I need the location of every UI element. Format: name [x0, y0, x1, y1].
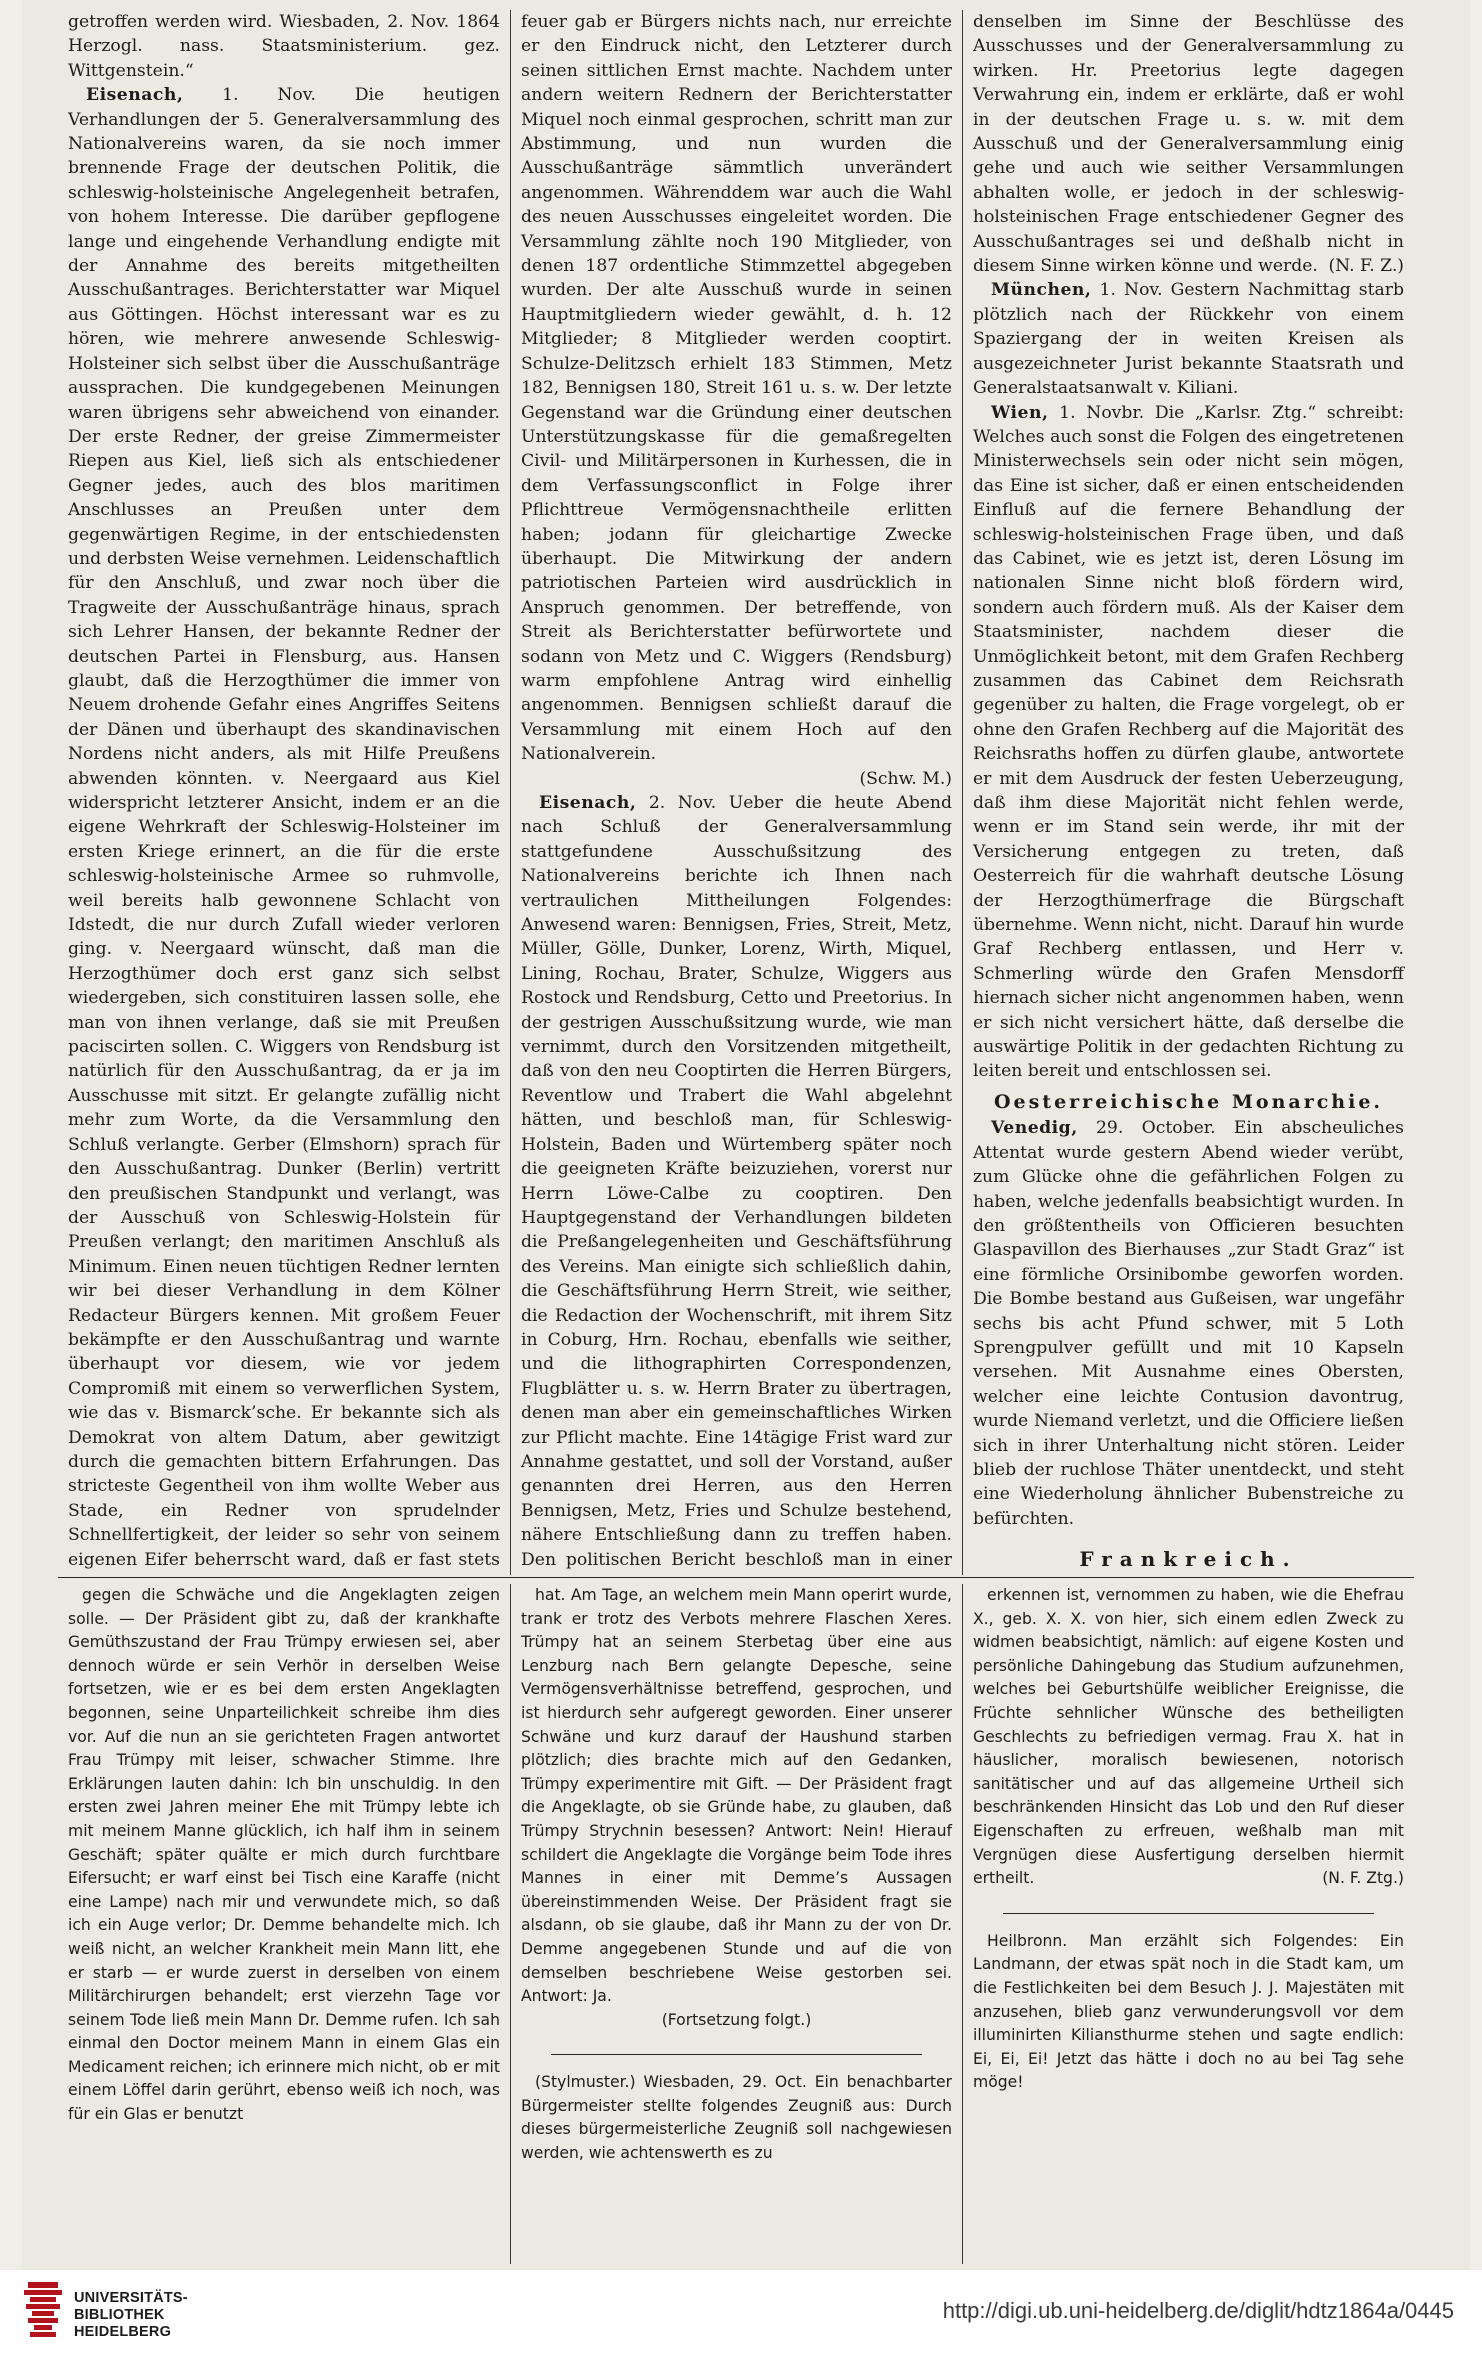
- article-paragraph: [973, 10, 1404, 278]
- article-paragraph: [521, 2071, 952, 2165]
- permalink-url[interactable]: http://digi.ub.uni-heidelberg.de/diglit/hdtz1864a/0445: [942, 2298, 1454, 2323]
- feuilleton-column-1: [58, 1584, 510, 2264]
- paragraph-text: Heilbronn. Man erzählt sich Folgendes: Ein Landmann, der etwas spät noch in die Stadt kam, um die Festlichkeiten bei dem Besuch J. J. Majestäten mit anzusehen, blieb ganz verwunderungsvoll vor dem illuminirten Kiliansthurme stehen und sagte endlich: Ei, Ei, Ei! Jetzt das hätte i doch no au bei Tag sehe möge!: [973, 1931, 1404, 2092]
- paragraph-text: 2. Nov. Ueber die heute Abend nach Schluß der Generalversammlung stattgefundene Ausschußsitzung des Nationalvereins berichte ich Ihnen nach vertraulichen Mittheilungen Folgendes: Anwesend waren: Bennigsen, Fries, Streit, Metz, Müller, Gölle, Dunker, Lorenz, Wirth, Miquel, Lining, Rochau, Brater, Schulze, Wiggers aus Rostock und Rendsburg, Cetto und Preetorius. In der gestrigen Ausschußsitzung wurde, wie man vernimmt, durch den Vorsitzenden mitgetheilt, daß von den neu Cooptirten die Herren Bürgers, Reventlow und Trabert die Wahl abgelehnt hätten, und beschloß man, für Schleswig-Holstein, Baden und Würtemberg später noch die geeigneten Kräfte beizuziehen, vorerst nur Herrn Löwe-Calbe zu cooptiren. Den Hauptgegenstand der Verhandlungen bildeten die Preßangelegenheiten und Geschäftsführung des Vereins. Man einigte sich schließlich dahin, die Geschäftsführung Herrn Streit, wie seither, die Redaction der Wochenschrift, mit ihrem Sitz in Coburg, Hrn. Rochau, ebenfalls wie seither, und die lithographirten Correspondenzen, Flugblätter u. s. w. Herrn Brater zu übertragen, denen man aber ein gemeinschaftliches Wirken zur Pflicht machte. Eine 14tägige Frist ward zur Annahme gestattet, und soll der Vorstand, außer genannten drei Herren, aus den Herren Bennigsen, Metz, Fries und Schulze bestehend, nähere Entschließung dann zu treffen haben. Den politischen Bericht beschloß man in einer: [521, 793, 953, 1570]
- viewer-footer: [0, 2270, 1482, 2353]
- column-1: [58, 10, 510, 1575]
- paragraph-text: erkennen ist, vernommen zu haben, wie die Ehefrau X., geb. X. X. von hier, sich einem edlen Zweck zu widmen beabsichtigt, nämlich: auf eigene Kosten und persönliche Dahingebung das Studium aufzunehmen, welches bei Geburtshülfe weiblicher Ereignisse, die Früchte sehnlicher Wünsche des betheiligten Geschlechts zu befriedigen vermag. Frau X. hat in häuslicher, moralisch bewiesenen, notorisch sanitätischer und auf das allgemeine Urtheil sich beschränkenden Hinsicht das Lob und den Ruf dieser Eigenschaften zu erfreuen, weßhalb man mit Vergnügen diese Ausfertigung derselben hiermit ertheilt.: [973, 1586, 1404, 1888]
- dateline-place: Eisenach,: [539, 793, 637, 813]
- paragraph-text: 29. October. Ein abscheuliches Attentat wurde gestern Abend wieder verübt, zum Glücke ohne die gefährlichen Folgen zu haben, welche jedenfalls beabsichtigt wurden. In den größtentheils von Officieren besuchten Glaspavillon des Bierhauses „zur Stadt Graz“ ist eine förmliche Orsinibombe geworfen worden. Die Bombe bestand aus Gußeisen, war ungefähr sechs bis acht Pfund schwer, mit 5 Loth Sprengpulver gefüllt und mit 10 Kapseln versehen. Mit Ausnahme eines Obersten, welcher eine leichte Contusion davontrug, wurde Niemand verletzt, und die Officiere ließen sich in ihrer Unterhaltung nicht stören. Leider blieb der ruchlose Thäter unentdeckt, und steht eine Wiederholung ähnlicher Bubenstreiche zu befürchten.: [973, 1118, 1404, 1529]
- dateline-place: Eisenach,: [86, 85, 184, 106]
- article-divider: [1003, 1913, 1374, 1914]
- feuilleton-column-3: [962, 1584, 1414, 2264]
- dateline-place: München,: [991, 280, 1092, 301]
- dateline-place: Wien,: [991, 402, 1049, 423]
- feuilleton-columns: [58, 1584, 1414, 2264]
- article-paragraph: [973, 401, 1404, 1084]
- paragraph-text: 1. Nov. Die heutigen Verhandlungen der 5. Generalversammlung des Nationalvereins waren, da sie noch immer brennende Frage der deutschen Politik, die schleswig-holsteinische Angelegenheit betrafen, von hohem Interesse. Die darüber gepflogene lange und eingehende Verhandlung endigte mit der Annahme des bereits mitgetheilten Ausschußantrages. Berichterstatter war Miquel aus Göttingen. Höchst interessant war es zu hören, wie mehrere anwesende Schleswig-Holsteiner sich selbst über die Ausschußanträge aussprachen. Die kundgegebenen Meinungen waren übrigens sehr abweichend von einander. Der erste Redner, der greise Zimmermeister Riepen aus Kiel, ließ sich als entschiedener Gegner jedes, auch des blos maritimen Anschlusses an Preußen unter dem gegenwärtigen Regime, in der entschiedensten und derbsten Weise vernehmen. Leidenschaftlich für den Anschluß, und zwar noch über die Tragweite der Ausschußanträge hinaus, sprach sich Lehrer Hansen, der bekannte Redner der deutschen Partei in Flensburg, aus. Hansen glaubt, daß die Herzogthümer die immer von Neuem drohende Gefahr eines Angriffes Seitens der Dänen und überhaupt des skandinavischen Nordens nicht anders, als mit Hilfe Preußens abwenden könnten. v. Neergaard aus Kiel widerspricht letzterer Ansicht, indem er an die eigene Wehrkraft der Schleswig-Holsteiner im ersten Kriege erinnert, an die für die erste schleswig-holsteinische Armee so ruhmvolle, weil bereits halb gewonnene Schlacht von Idstedt, die nur durch Zufall wieder verloren ging. v. Neergaard wünscht, daß man die Herzogthümer doch erst ganz sich selbst wiedergeben, sich constituiren lassen solle, ehe man von ihnen verlange, daß sie mit Preußen paciscirten sollen. C. Wiggers von Rendsburg ist natürlich für den Ausschußantrag, da er ja im Ausschusse mit sitzt. Er gelangte zufällig nicht mehr zum Worte, da die Versammlung den Schluß verlangte. Gerber (Elmshorn) sprach für den Ausschußantrag. Dunker (Berlin) vertritt den preußischen Standpunkt und verlangt, was der Ausschuß von Schleswig-Holstein für Preußen verlangt; den maritimen Anschluß als Minimum. Einen neuen tüchtigen Redner lernten wir bei dieser Verhandlung in dem Kölner Redacteur Bürgers kennen. Mit großem Feuer bekämpfte er den Ausschußantrag und warnte überhaupt vor diesem, wie vor jedem Compromiß mit einem so verwerflichen System, wie das v. Bismarck’sche. Er bekannte sich als Demokrat von altem Datum, aber gewitzigt durch die gemachten bittern Erfahrungen. Das stricteste Gegentheil von ihm wollte Weber aus Stade, ein Redner von sprudelnder Schnellfertigkeit, der leider so sehr von seinem eigenen Eifer beherrscht ward, daß er fast stets: [68, 85, 500, 1570]
- library-name: UNIVERSITÄTS- BIBLIOTHEK HEIDELBERG: [74, 2290, 188, 2340]
- article-paragraph: [68, 83, 500, 1575]
- article-paragraph: [521, 1584, 952, 2009]
- article-paragraph: [521, 10, 952, 767]
- article-divider: [551, 2054, 922, 2055]
- paragraph-text: 1. Novbr. Die „Karlsr. Ztg.“ schreibt: Welches auch sonst die Folgen des eingetretenen Ministerwechsels sein oder nicht sein mögen, das Eine ist sicher, daß er einen entscheidenden Einfluß auf die fernere Behandlung der schleswig-holsteinischen Frage üben, und daß das Cabinet, wie es jetzt ist, deren Lösung im nationalen Sinne nicht bloß fördern wird, sondern auch fördern muß. Als der Kaiser dem Staatsminister, nachdem dieser die Unmöglichkeit betont, mit dem Grafen Rechberg zusammen das Cabinet dem Reichsrath gegenüber zu halten, die Frage vorgelegt, ob er ohne den Grafen Rechberg auf die Majorität des Reichsraths hoffen zu dürfen glaube, antwortete er mit dem Ausdruck der festen Ueberzeugung, daß ihm diese Majorität nicht fehlen werde, wenn er im Stand sein werde, ihr mit der Versicherung entgegen zu treten, daß Oesterreich für die wahrhaft deutsche Lösung der Herzogthümerfrage die Bürgschaft übernehme. Wenn nicht, nicht. Darauf hin wurde Graf Rechberg entlassen, und Herr v. Schmerling würde den Grafen Mensdorff hiernach sicher nicht angenommen haben, wenn er sich nicht versichert hätte, daß derselbe die auswärtige Politik in der gedachten Richtung zu leiten bereit und entschlossen sei.: [973, 402, 1404, 1082]
- source-attribution: (Schw. M.): [859, 768, 952, 789]
- paragraph-text: (Stylmuster.) Wiesbaden, 29. Oct. Ein benachbarter Bürgermeister stellte folgendes Zeugniß aus: Durch dieses bürgermeisterliche Zeugniß soll nachgewiesen werden, wie achtenswerth es zu: [521, 2073, 952, 2163]
- article-paragraph: [68, 1584, 500, 2127]
- section-heading: Frankreich.: [1079, 1547, 1298, 1572]
- dateline-place: Venedig,: [991, 1118, 1078, 1139]
- paragraph-text: getroffen werden wird. Wiesbaden, 2. Nov. 1864 Herzogl. nass. Staatsministerium. gez. Wittgenstein.“: [68, 12, 500, 81]
- section-heading: Oesterreichische Monarchie.: [993, 1090, 1384, 1113]
- paragraph-text: 1. Nov. Gestern Nachmittag starb plötzlich nach der Rückkehr von einem Spaziergang der in weiten Kreisen als ausgezeichneter Jurist bekannte Staatsrath und Generalstaatsanwalt v. Kiliani.: [973, 280, 1404, 399]
- article-paragraph: [973, 1930, 1404, 2095]
- paragraph-text: gegen die Schwäche und die Angeklagten zeigen solle. — Der Präsident gibt zu, daß der krankhafte Gemüthszustand der Frau Trümpy erwiesen sei, aber dennoch würde er sein Verhör in derselben Weise fortsetzen, wie er es bei dem ersten Angeklagten begonnen, seine Unparteilichkeit schreibe ihm dies vor. Auf die nun an sie gerichteten Fragen antwortet Frau Trümpy mit leiser, schwacher Stimme. Ihre Erklärungen lauten dahin: Ich bin unschuldig. In den ersten zwei Jahren meiner Ehe mit Trümpy lebte ich mit meinem Manne glücklich, ich half ihm in seinem Geschäft; später quälte er mich durch furchtbare Eifersucht; er warf einst bei Tisch eine Karaffe (nicht eine Lampe) nach mir und verwundete mich, so daß ich ein Auge verlor; Dr. Demme behandelte mich. Ich weiß nicht, an welcher Krankheit mein Mann litt, ehe er starb — er wurde zuerst in derselben von einem Militärchirurgen behandelt; erst vierzehn Tage vor seinem Tode ließ mein Mann Dr. Demme rufen. Ich sah einmal den Doctor meinem Mann in einem Glas ein Medicament reichen; ich erinnere mich nicht, ob er mit einem Löffel darin gerührt, ebenso weiß ich noch, was für ein Glas er benutzt: [68, 1586, 500, 2124]
- article-paragraph: [521, 791, 952, 1575]
- paragraph-text: denselben im Sinne der Beschlüsse des Ausschusses und der Generalversammlung zu wirken. Hr. Preetorius legte dagegen Verwahrung ein, indem er erklärte, daß er wohl in der deutschen Frage u. s. w. mit dem Ausschuß und der Generalversammlung einig gehe und auch wie seither Versammlungen abhalten wolle, er jedoch in der schleswig-holsteinischen Frage entschiedener Gegner des Ausschußantrages sei und deßhalb nicht in diesem Sinne wirken könne und werde.: [973, 12, 1404, 277]
- article-paragraph: [973, 1116, 1404, 1531]
- article-paragraph: [973, 1584, 1404, 1891]
- feuilleton-divider: [58, 1577, 1414, 1578]
- column-3: [962, 10, 1414, 1575]
- article-paragraph: [68, 10, 500, 83]
- article-paragraph: [973, 1574, 1404, 1575]
- source-attribution: (N. F. Ztg.): [1322, 1869, 1404, 1888]
- paragraph-text: hat. Am Tage, an welchem mein Mann operirt wurde, trank er trotz des Verbots mehrere Flaschen Xeres. Trümpy hat an seinem Sterbetag über eine aus Lenzburg nach Bern gelangte Depesche, seine Vermögensverhältnisse betreffend, gesprochen, und ist hierdurch sehr aufgeregt geworden. Einer unserer Schwäne und kurz darauf der Haushund starben plötzlich; dies brachte mich auf den Gedanken, Trümpy experimentire mit Gift. — Der Präsident fragt die Angeklagte, ob sie Gründe habe, zu glauben, daß Trümpy Strychnin besessen? Antwort: Nein! Hierauf schildert die Angeklagte die Vorgänge beim Tode ihres Mannes in einer mit Demme’s Aussagen übereinstimmenden Weise. Der Präsident fragt sie alsdann, ob sie glaube, daß ihr Mann zu der von Dr. Demme angegebenen Stunde und auf die von demselben beschriebene Weise gestorben sei. Antwort: Ja.: [521, 1586, 952, 2006]
- paragraph-text: feuer gab er Bürgers nichts nach, nur erreichte er den Eindruck nicht, den Letzterer durch seinen sittlichen Ernst machte. Nachdem unter andern weitern Rednern der Berichterstatter Miquel noch einmal gesprochen, schritt man zur Abstimmung, und nun wurden die Ausschußanträge sämmtlich unverändert angenommen. Währenddem war auch die Wahl des neuen Ausschusses eingeleitet worden. Die Versammlung zählte noch 190 Mitglieder, von denen 187 ordentliche Stimmzettel abgegeben wurden. Der alte Ausschuß wurde in seinen Hauptmitgliedern wieder gewählt, d. h. 12 Mitglieder; 8 Mitglieder werden cooptirt. Schulze-Delitzsch erhielt 183 Stimmen, Metz 182, Bennigsen 180, Streit 161 u. s. w. Der letzte Gegenstand war die Gründung einer deutschen Unterstützungskasse für die gemaßregelten Civil- und Militärpersonen in Kurhessen, die in dem Verfassungsconflict in Folge ihrer Pflichttreue Vermögensnachtheile erlitten haben; jodann für gleichartige Zwecke überhaupt. Die Mitwirkung der andern patriotischen Parteien wird ausdrücklich in Anspruch genommen. Der betreffende, von Streit als Berichterstatter befürwortete und sodann von Metz und C. Wiggers (Rendsburg) warm empfohlene Antrag wird einhellig angenommen. Bennigsen schließt darauf die Versammlung mit einem Hoch auf den Nationalverein.: [521, 12, 952, 765]
- column-2: [510, 10, 962, 1575]
- top-columns: [58, 10, 1414, 1575]
- source-attribution: (N. F. Z.): [1328, 256, 1404, 277]
- feuilleton-column-2: [510, 1584, 962, 2264]
- university-seal-icon: [22, 2280, 64, 2342]
- article-paragraph: [973, 278, 1404, 400]
- continuation-note: (Fortsetzung folgt.): [661, 2010, 812, 2029]
